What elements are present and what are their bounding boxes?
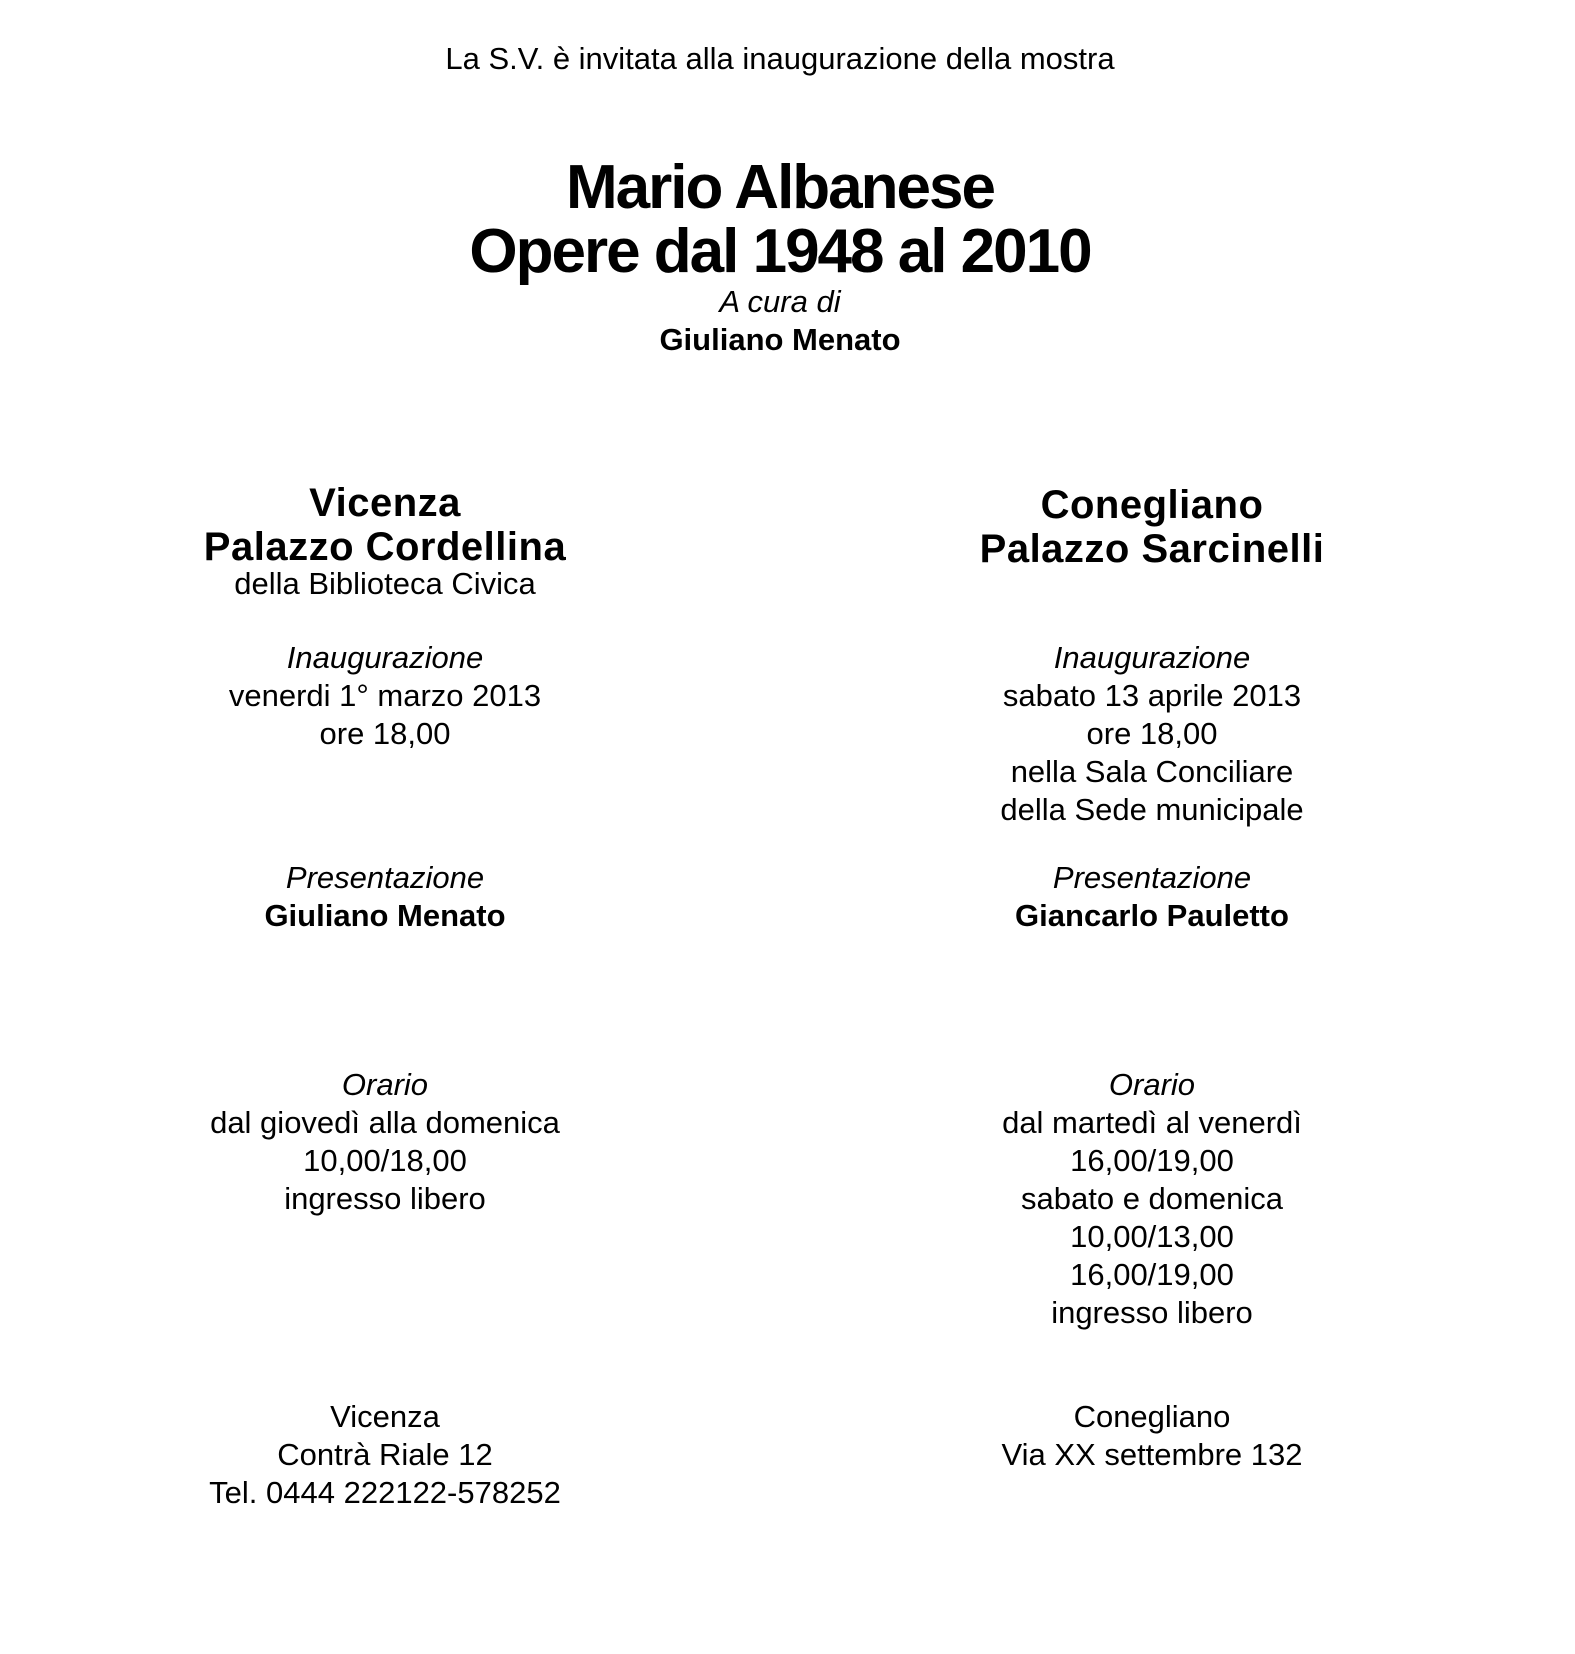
right-hours	[882, 1066, 1422, 1332]
left-venue-building: Palazzo Cordellina	[203, 525, 567, 569]
curator-block	[0, 283, 1560, 359]
right-inauguration-line: ore 18,00	[1086, 716, 1218, 751]
right-inauguration	[882, 639, 1422, 829]
right-hours-line: 16,00/19,00	[1070, 1257, 1234, 1292]
right-inauguration-line: della Sede municipale	[1000, 792, 1304, 827]
artist-name: Mario Albanese	[566, 153, 994, 222]
left-hours-line: 10,00/18,00	[303, 1143, 467, 1178]
curator-name: Giuliano Menato	[659, 322, 901, 357]
right-address-line: Via XX settembre 132	[1001, 1437, 1303, 1472]
left-inauguration-time: ore 18,00	[319, 716, 451, 751]
right-venue-building: Palazzo Sarcinelli	[979, 527, 1325, 571]
left-hours	[115, 1066, 655, 1218]
right-inauguration-label: Inaugurazione	[1053, 640, 1251, 675]
right-hours-line: dal martedì al venerdì	[1002, 1105, 1302, 1140]
right-hours-line: ingresso libero	[1051, 1295, 1253, 1330]
left-venue-heading	[115, 481, 655, 569]
left-presentation-name: Giuliano Menato	[264, 898, 506, 933]
curator-label: A cura di	[719, 284, 841, 319]
right-inauguration-line: nella Sala Conciliare	[1010, 754, 1294, 789]
right-presentation	[882, 859, 1422, 935]
right-presentation-name: Giancarlo Pauletto	[1015, 898, 1289, 933]
left-inauguration-date: venerdi 1° marzo 2013	[228, 678, 542, 713]
left-hours-line: dal giovedì alla domenica	[210, 1105, 560, 1140]
right-hours-line: 16,00/19,00	[1070, 1143, 1234, 1178]
left-hours-label: Orario	[341, 1067, 429, 1102]
right-presentation-label: Presentazione	[1052, 860, 1252, 895]
right-address	[882, 1398, 1422, 1474]
left-address	[115, 1398, 655, 1512]
invitation-text: La S.V. è invitata alla inaugurazione della mostra	[445, 41, 1115, 76]
exhibition-title	[0, 153, 1560, 286]
exhibition-subtitle: Opere dal 1948 al 2010	[469, 217, 1091, 286]
left-address-line: Vicenza	[330, 1399, 440, 1434]
left-venue-subtitle: della Biblioteca Civica	[234, 566, 536, 601]
right-address-line: Conegliano	[1073, 1399, 1231, 1434]
left-inauguration	[115, 639, 655, 753]
left-address-line: Tel. 0444 222122-578252	[209, 1475, 561, 1510]
right-hours-line: 10,00/13,00	[1070, 1219, 1234, 1254]
left-venue-city: Vicenza	[309, 481, 461, 525]
left-hours-line: ingresso libero	[284, 1181, 486, 1216]
right-hours-label: Orario	[1108, 1067, 1196, 1102]
right-inauguration-line: sabato 13 aprile 2013	[1002, 678, 1302, 713]
left-inauguration-label: Inaugurazione	[286, 640, 484, 675]
right-venue-city: Conegliano	[1040, 483, 1264, 527]
right-hours-line: sabato e domenica	[1021, 1181, 1283, 1216]
left-address-line: Contrà Riale 12	[277, 1437, 493, 1472]
left-presentation-label: Presentazione	[285, 860, 485, 895]
left-presentation	[115, 859, 655, 935]
right-venue-heading	[882, 483, 1422, 571]
